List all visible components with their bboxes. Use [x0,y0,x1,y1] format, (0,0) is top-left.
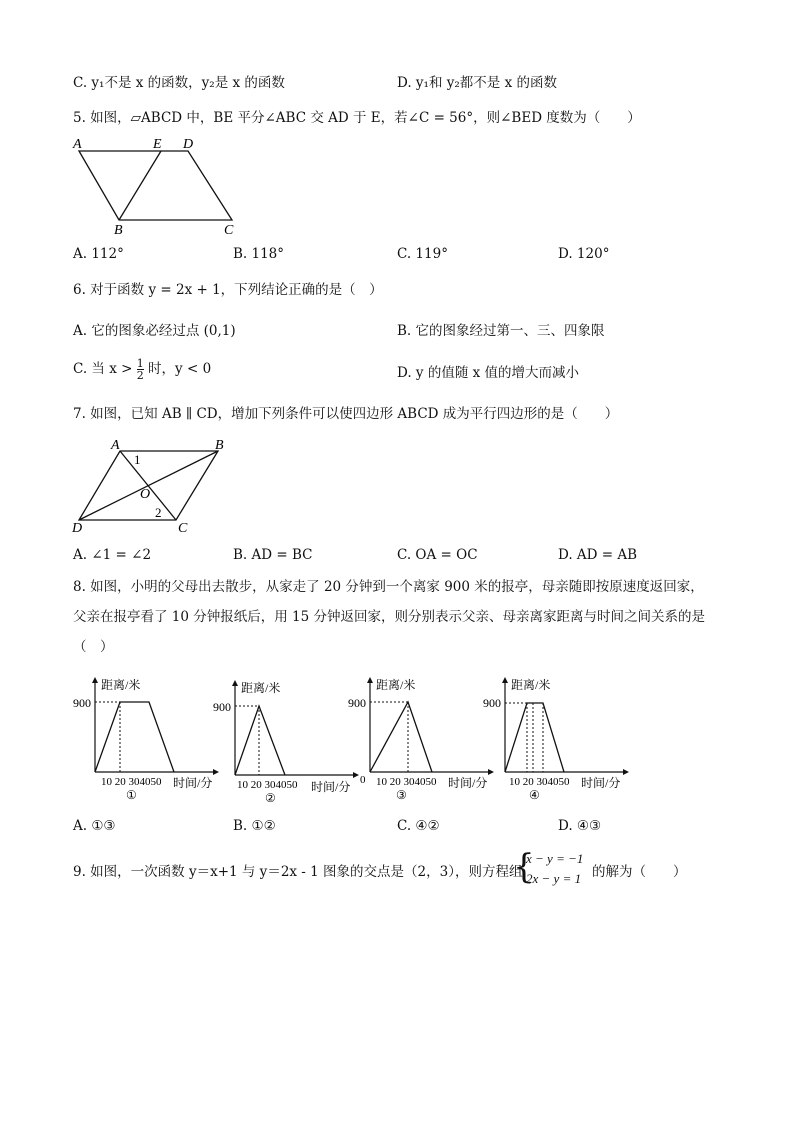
q8-graph-2-y900: 900 [213,700,231,714]
q8-graph-1-ticks: 10 20 304050 [101,776,162,788]
q8-graph-4-caption: ④ [529,788,540,802]
q7-angle-1: 1 [134,452,141,467]
q8-graph-2 [213,678,363,803]
q6-option-a: A. 它的图象必经过点 (0,1) [73,323,236,339]
q7-option-d: D. AD = AB [558,547,638,563]
q6-option-c-pre: C. 当 x > [73,361,133,377]
q7-option-b: B. AD = BC [233,547,313,563]
q8-graph-1-ylabel: 距离/米 [101,678,141,692]
q8-graph-3-caption: ③ [396,788,407,802]
q6-fraction-numerator: 1 [136,357,144,370]
q9-equation-2: 2x − y = 1 [526,871,582,886]
q6-option-c-post: 时，y < 0 [148,361,212,377]
q9-brace: { [513,847,535,887]
q8-graph-3-ylabel: 距离/米 [376,678,416,692]
q5-label-a: A [73,137,82,152]
q8-graph-2-ticks: 10 20 304050 [237,779,298,791]
q7-option-a: A. ∠1 = ∠2 [73,547,152,563]
q6-fraction-denominator: 2 [136,369,144,382]
q9-stem-pre: 9. 如图，一次函数 y＝x+1 与 y＝2x - 1 图象的交点是（2，3），则方程组 [73,864,523,880]
q8-graph-2-caption: ② [265,791,276,805]
q7-quadrilateral-figure [0,0,794,540]
q8-graph-4-y900: 900 [483,696,501,710]
q8-graph-4-ticks: 10 20 304050 [509,776,570,788]
q8-stem-line1: 8. 如图，小明的父母出去散步，从家走了 20 分钟到一个离家 900 米的报亭，母亲随即按原速度返回家， [73,579,704,595]
q5-label-b: B [114,223,123,238]
q9-stem-post: 的解为（ ） [592,864,687,880]
q6-stem: 6. 对于函数 y = 2x + 1，下列结论正确的是（ ） [73,282,383,298]
q5-option-b: B. 118° [233,246,285,262]
q7-label-c: C [178,521,188,536]
q5-option-c: C. 119° [397,246,448,262]
q8-graph-3-xlabel: 时间/分 [448,776,488,790]
q8-graph-1-y900: 900 [73,696,91,710]
q6-option-b: B. 它的图象经过第一、三、四象限 [397,323,605,339]
q8-option-d: D. ④③ [558,818,602,834]
q8-graph-2-ylabel: 距离/米 [241,681,281,695]
q8-graph-3 [348,675,498,800]
q8-graph-4-xlabel: 时间/分 [581,776,621,790]
q5-option-a: A. 112° [73,246,124,262]
q5-label-e: E [153,137,162,152]
q4-option-d: D. y₁和 y₂都不是 x 的函数 [397,75,557,91]
q7-stem: 7. 如图，已知 AB ∥ CD，增加下列条件可以使四边形 ABCD 成为平行四边形的是（ ） [73,406,619,422]
q8-option-c: C. ④② [397,818,440,834]
q7-label-b: B [215,438,224,453]
q8-graph-4-ylabel: 距离/米 [511,678,551,692]
q4-option-c: C. y₁不是 x 的函数，y₂是 x 的函数 [73,75,285,91]
q8-graph-1 [73,675,223,800]
q8-option-a: A. ①③ [73,818,116,834]
q8-stem-line3: （ ） [73,639,114,655]
q9-equation-1: x − y = −1 [526,851,584,866]
q8-graph-3-origin: 0 [360,774,366,786]
q8-graph-2-xlabel: 时间/分 [311,780,351,794]
q8-stem-line2: 父亲在报亭看了 10 分钟报纸后，用 15 分钟返回家，则分别表示父亲、母亲离家距离与时间之间关系的是 [73,609,706,625]
q8-graph-3-y900: 900 [348,696,366,710]
q5-option-d: D. 120° [558,246,610,262]
q8-graph-3-ticks: 10 20 304050 [376,776,437,788]
q8-option-b: B. ①② [233,818,276,834]
q5-label-d: D [183,137,194,152]
q8-graph-1-xlabel: 时间/分 [173,776,213,790]
q5-label-c: C [224,223,234,238]
q7-label-a: A [111,438,120,453]
q6-option-d: D. y 的值随 x 值的增大而减小 [397,365,580,381]
q7-angle-2: 2 [155,505,162,520]
q7-option-c: C. OA = OC [397,547,478,563]
q8-graph-1-caption: ① [126,788,137,802]
q8-graph-4 [483,675,633,800]
q7-label-d: D [72,521,83,536]
q5-stem: 5. 如图，▱ABCD 中，BE 平分∠ABC 交 AD 于 E，若∠C = 56°，则∠BED 度数为（ ） [73,110,641,126]
q7-label-o: O [140,487,151,502]
